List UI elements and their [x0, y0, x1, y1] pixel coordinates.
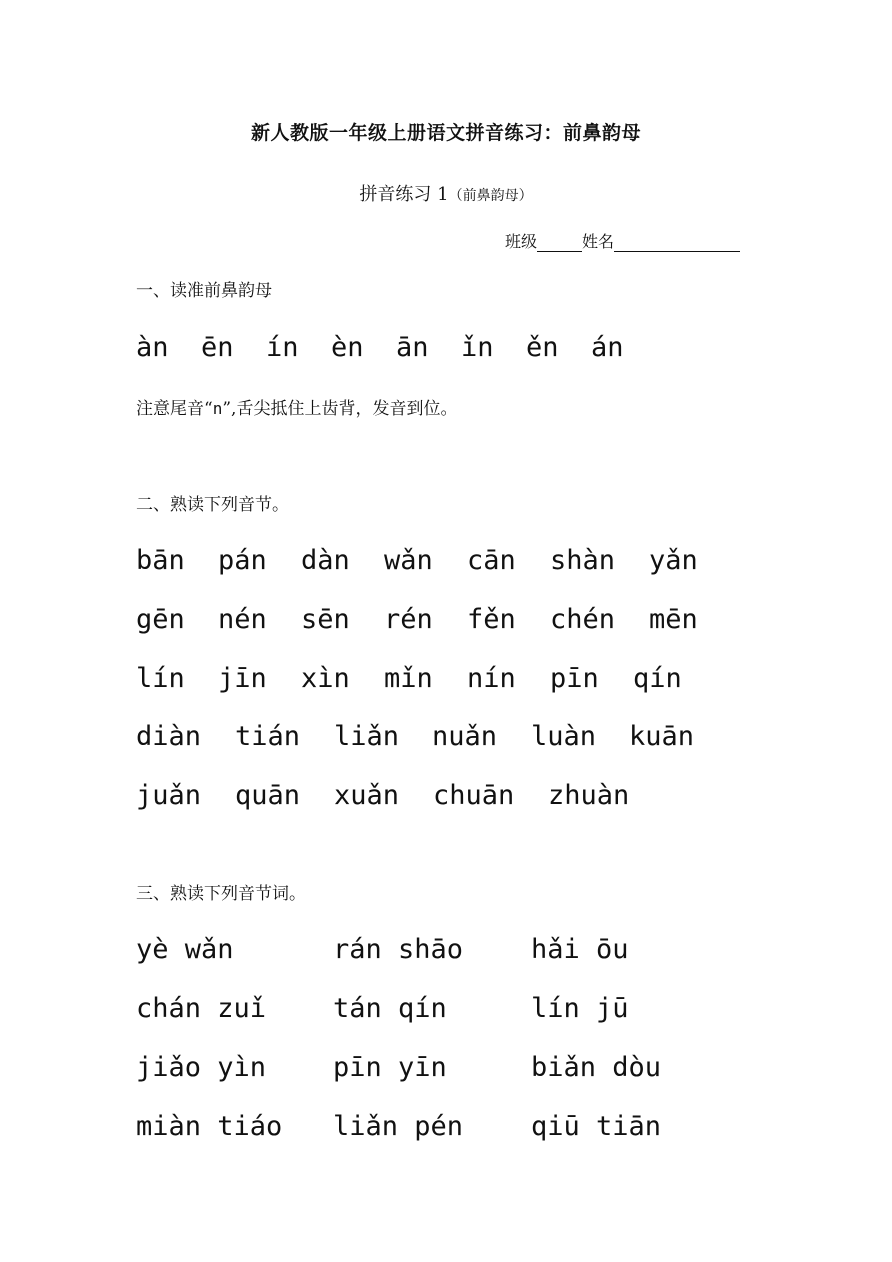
syllable: fěn — [467, 604, 516, 635]
word-row — [136, 993, 629, 1024]
syllable: gēn — [136, 604, 185, 635]
syllable: nuǎn — [432, 721, 498, 752]
syllable: rén — [384, 604, 433, 635]
word-row — [136, 1111, 661, 1142]
subtitle-paren: （前鼻韵母） — [448, 188, 533, 204]
word: qiū tiān — [531, 1111, 662, 1142]
section3-heading: 三、熟读下列音节词。 — [136, 884, 306, 904]
syllable: pán — [218, 545, 267, 576]
syllable-row — [136, 780, 629, 811]
syllable: cān — [467, 545, 516, 576]
syllable: zhuàn — [548, 780, 630, 811]
final-item: ěn — [526, 332, 559, 363]
word: pīn yīn — [333, 1052, 447, 1083]
final-item: ín — [266, 332, 299, 363]
syllable: mēn — [649, 604, 698, 635]
syllable-row — [136, 545, 698, 576]
syllable-row — [136, 604, 698, 635]
syllable: lín — [136, 663, 185, 694]
name-blank[interactable] — [614, 233, 740, 252]
syllable: luàn — [531, 721, 597, 752]
word: miàn tiáo — [136, 1111, 283, 1142]
syllable-row — [136, 663, 682, 694]
syllable: pīn — [550, 663, 599, 694]
syllable: mǐn — [384, 663, 433, 694]
word: jiǎo yìn — [136, 1052, 267, 1083]
syllable: sēn — [301, 604, 350, 635]
syllable: xìn — [301, 663, 350, 694]
word: liǎn pén — [333, 1111, 464, 1142]
word: rán shāo — [333, 934, 464, 965]
class-name-line — [505, 229, 740, 252]
final-item: ān — [396, 332, 429, 363]
syllable: yǎn — [649, 545, 698, 576]
syllable: qín — [633, 663, 682, 694]
syllable: liǎn — [334, 721, 400, 752]
syllable: dàn — [301, 545, 350, 576]
syllable-row — [136, 721, 694, 752]
finals-row — [136, 332, 656, 363]
final-item: án — [591, 332, 624, 363]
syllable: quān — [235, 780, 301, 811]
word: lín jū — [531, 993, 629, 1024]
final-item: ēn — [201, 332, 234, 363]
final-item: ǐn — [461, 332, 494, 363]
syllable: juǎn — [136, 780, 202, 811]
page-title: 新人教版一年级上册语文拼音练习：前鼻韵母 — [250, 122, 641, 144]
syllable: nín — [467, 663, 516, 694]
name-label: 姓名 — [582, 232, 615, 251]
syllable: diàn — [136, 721, 202, 752]
word: tán qín — [333, 993, 447, 1024]
syllable: nén — [218, 604, 267, 635]
section1-heading: 一、读准前鼻韵母 — [136, 281, 272, 301]
syllable: xuǎn — [334, 780, 400, 811]
syllable: shàn — [550, 545, 616, 576]
syllable: chuān — [433, 780, 515, 811]
syllable: bān — [136, 545, 185, 576]
word-row — [136, 934, 629, 965]
word-row — [136, 1052, 661, 1083]
section2-heading: 二、熟读下列音节。 — [136, 495, 289, 515]
syllable: wǎn — [384, 545, 433, 576]
syllable: kuān — [629, 721, 695, 752]
class-blank[interactable] — [537, 233, 582, 252]
word: hǎi ōu — [531, 934, 629, 965]
final-item: àn — [136, 332, 169, 363]
syllable: chén — [550, 604, 616, 635]
final-item: èn — [331, 332, 364, 363]
syllable: jīn — [218, 663, 267, 694]
class-label: 班级 — [505, 232, 538, 251]
subtitle-main: 拼音练习 1 — [359, 184, 449, 205]
syllable: tián — [235, 721, 301, 752]
subtitle — [0, 180, 892, 206]
word: biǎn dòu — [531, 1052, 662, 1083]
word: chán zuǐ — [136, 993, 267, 1024]
pronunciation-note: 注意尾音“n”,舌尖抵住上齿背，发音到位。 — [136, 399, 458, 419]
word: yè wǎn — [136, 934, 234, 965]
